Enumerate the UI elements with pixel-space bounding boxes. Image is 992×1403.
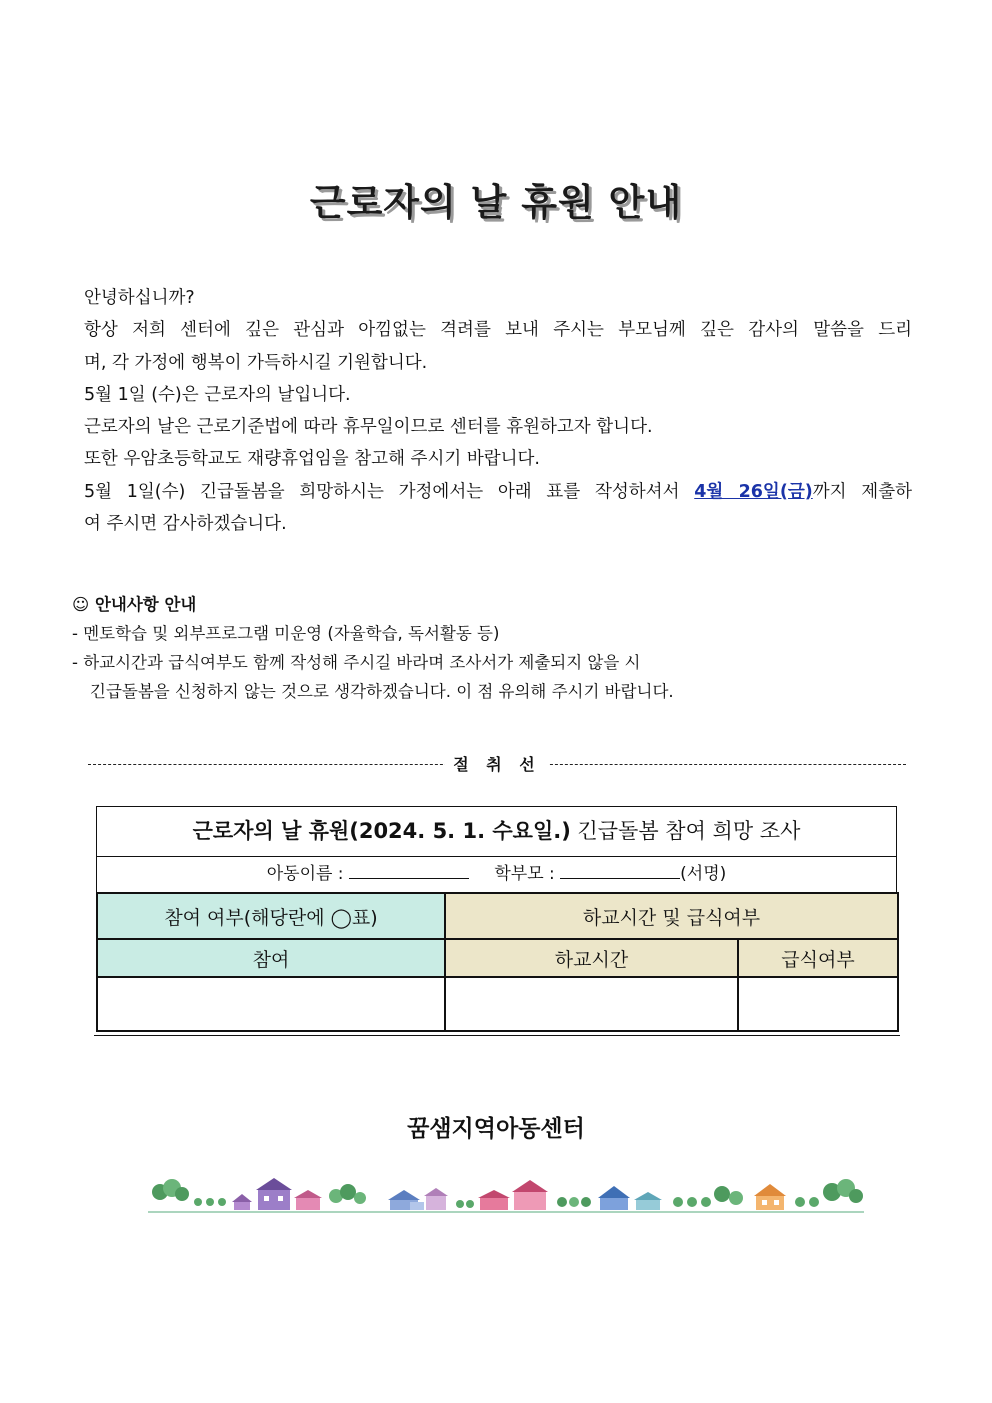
date-line: 5월 1일 (수)은 근로자의 날입니다.: [84, 384, 351, 405]
form-title-rest: 긴급돌봄 참여 희망 조사: [570, 819, 801, 843]
closure-line: 근로자의 날은 근로기준법에 따라 휴무일이므로 센터를 휴원하고자 합니다.: [84, 417, 653, 438]
deadline-date: 4월 26일(금): [694, 481, 813, 502]
thanks-line-1: 항상 저희 센터에 깊은 관심과 아낌없는 격려를 보내 주시는 부모님께 깊은 감사의 말씀을 드리: [84, 320, 912, 341]
form-name-row: [96, 857, 897, 892]
notice-body: [84, 282, 912, 540]
notice-heading: ☺ 안내사항 안내: [72, 595, 197, 614]
child-name-field[interactable]: [349, 861, 469, 879]
notice-section: [72, 590, 932, 706]
col-pickup-meal-header: 하교시간 및 급식여부: [445, 893, 898, 939]
deco-trees-right-2: [795, 1179, 863, 1207]
notice-item-2-line-1: - 하교시간과 급식여부도 함께 작성해 주시길 바라며 조사서가 제출되지 않을 시: [72, 653, 641, 672]
sub-pickup-header: 하교시간: [445, 939, 738, 977]
request-line-2: 여 주시면 감사하겠습니다.: [84, 514, 287, 535]
deco-trees-mid-1: [329, 1184, 366, 1204]
col-participation-header: 참여 여부(해당란에 ◯표): [97, 893, 445, 939]
request-line-1: [84, 476, 912, 508]
parent-name-label: 학부모 :: [494, 864, 561, 884]
meal-cell[interactable]: [738, 977, 898, 1031]
child-name-label: 아동이름 :: [266, 864, 349, 884]
deco-house-4: [388, 1190, 424, 1210]
notice-item-2-line-2: 긴급돌봄을 신청하지 않는 것으로 생각하겠습니다. 이 점 유의해 주시기 바랍니다.: [90, 682, 674, 701]
deco-trees-mid-3: [557, 1197, 591, 1207]
pickup-time-cell[interactable]: [445, 977, 738, 1031]
sign-label: (서명): [680, 864, 727, 884]
sub-participate-header: 참여: [97, 939, 445, 977]
form-title: [96, 806, 897, 857]
deco-house-6: [478, 1180, 548, 1210]
deco-house-7: [598, 1186, 662, 1210]
deco-trees-mid-2: [456, 1200, 474, 1208]
survey-table: [96, 892, 899, 1032]
cut-line-label: 절 취 선: [445, 755, 549, 774]
organization-name: 꿈샘지역아동센터: [407, 1116, 585, 1142]
school-line: 또한 우암초등학교도 재량휴업임을 참고해 주시기 바랍니다.: [84, 449, 540, 470]
cut-line-label-wrap: [88, 752, 906, 775]
cut-line: [88, 752, 906, 776]
greeting: 안녕하십니까?: [84, 288, 195, 308]
deco-house-3: [294, 1190, 322, 1210]
parent-sign-field[interactable]: [560, 861, 680, 879]
sub-meal-header: 급식여부: [738, 939, 898, 977]
deco-trees-left: [152, 1179, 226, 1206]
request-post: 까지 제출하: [812, 481, 913, 502]
thanks-line-2: 며, 각 가정에 행복이 가득하시길 기원합니다.: [84, 352, 428, 373]
notice-item-1: - 멘토학습 및 외부프로그램 미운영 (자율학습, 독서활동 등): [72, 624, 500, 643]
deco-house-5: [424, 1188, 448, 1210]
deco-house-2: [256, 1178, 292, 1210]
deco-trees-right-1: [673, 1186, 743, 1207]
participate-cell[interactable]: [97, 977, 445, 1031]
deco-house-8: [754, 1184, 786, 1210]
request-pre: 5월 1일(수) 긴급돌봄을 희망하시는 가정에서는 아래 표를 작성하셔서: [84, 481, 695, 502]
deco-house-1: [232, 1194, 252, 1210]
village-decoration: [148, 1172, 864, 1216]
form-bottom-line: [94, 1035, 900, 1036]
page-title: 근로자의 날 휴원 안내: [309, 181, 683, 224]
survey-form: [96, 806, 897, 1036]
form-title-bold: 근로자의 날 휴원(2024. 5. 1. 수요일.): [192, 819, 571, 843]
